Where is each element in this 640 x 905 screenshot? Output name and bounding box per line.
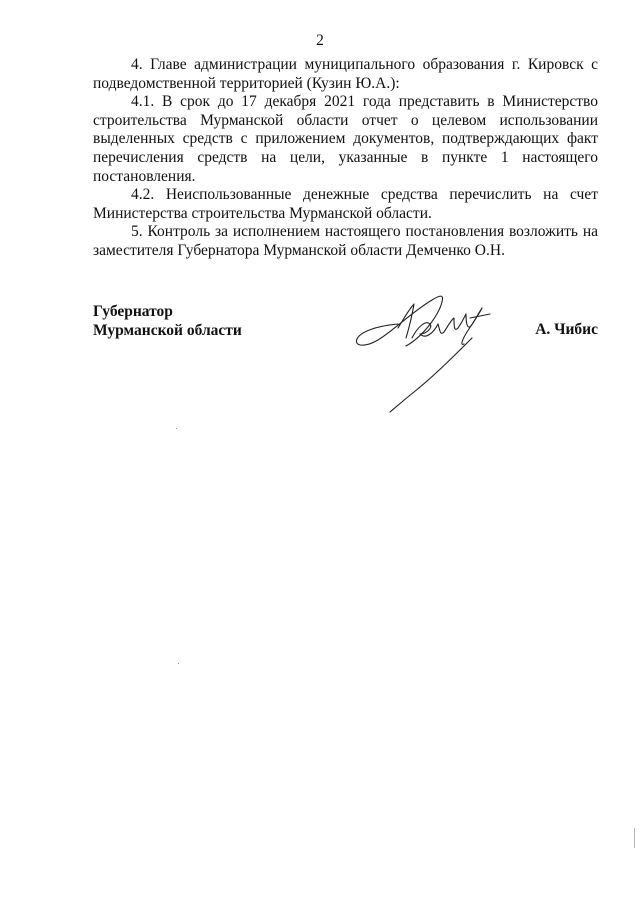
page-number: 2 <box>316 32 324 49</box>
paragraph-4: 4. Главе администрации муниципального образования г. Кировск с подведомственной территорией (Кузин Ю.А.): <box>93 56 598 92</box>
scan-edge-mark <box>634 828 635 848</box>
paragraph-4-2: 4.2. Неиспользованные денежные средства перечислить на счет Министерства строительства Мурманской области. <box>93 186 598 222</box>
signer-name: А. Чибис <box>535 321 598 338</box>
signer-title <box>93 303 242 340</box>
paragraph-4-1: 4.1. В срок до 17 декабря 2021 года представить в Министерство строительства Мурманской области отчет о целевом использовании выделенных средств с приложением документов, подтверждающих факт перечисления средств на цели, указанные в пункте 1 настоящего постановления. <box>93 93 598 185</box>
scan-speck <box>178 663 179 664</box>
document-body <box>93 56 598 261</box>
signer-title-line2: Мурманской области <box>93 321 242 339</box>
scan-speck <box>176 428 177 429</box>
signer-title-line1: Губернатор <box>93 303 173 320</box>
handwritten-signature <box>354 282 504 414</box>
paragraph-5: 5. Контроль за исполнением настоящего постановления возложить на заместителя Губернатора Мурманской области Демченко О.Н. <box>93 223 598 259</box>
